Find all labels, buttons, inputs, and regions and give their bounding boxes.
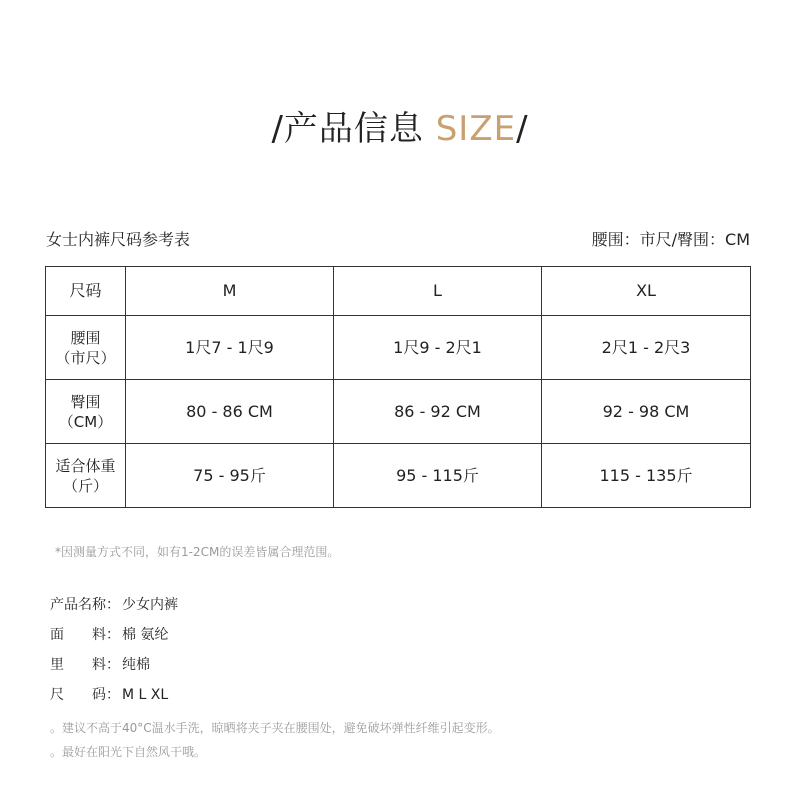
page-title bbox=[0, 106, 800, 152]
row-header-line2: （斤） bbox=[62, 476, 108, 495]
row-header-line2: （市尺） bbox=[55, 348, 116, 367]
info-label: 产品名称： bbox=[50, 597, 120, 613]
table-cell: 86 - 92 CM bbox=[334, 380, 542, 444]
table-cell: 2尺1 - 2尺3 bbox=[542, 316, 751, 380]
unit-caption: 腰围：市尺/臀围：CM bbox=[591, 230, 750, 249]
table-cell: 95 - 115斤 bbox=[334, 444, 542, 508]
info-value: 少女内裤 bbox=[122, 597, 178, 613]
info-value: 棉 氨纶 bbox=[122, 627, 169, 643]
table-row bbox=[46, 444, 751, 508]
product-info-row bbox=[50, 625, 168, 645]
info-value: M L XL bbox=[122, 687, 169, 703]
measurement-note: *因测量方式不同，如有1-2CM的误差皆属合理范围。 bbox=[55, 545, 340, 559]
table-cell: 115 - 135斤 bbox=[542, 444, 751, 508]
row-header-line1: 适合体重 bbox=[55, 456, 116, 475]
size-table bbox=[45, 266, 751, 508]
info-label: 里 料： bbox=[50, 657, 120, 673]
care-note: 。最好在阳光下自然风干哦。 bbox=[50, 745, 207, 759]
table-cell: 1尺7 - 1尺9 bbox=[126, 316, 334, 380]
page-title-end: / bbox=[516, 109, 529, 149]
table-cell: 1尺9 - 2尺1 bbox=[334, 316, 542, 380]
page-title-accent: SIZE bbox=[435, 109, 517, 149]
row-header bbox=[46, 316, 126, 380]
info-label: 尺 码： bbox=[50, 687, 120, 703]
table-cell: 80 - 86 CM bbox=[126, 380, 334, 444]
table-cell: 75 - 95斤 bbox=[126, 444, 334, 508]
info-value: 纯棉 bbox=[122, 657, 150, 673]
column-header: L bbox=[334, 267, 542, 316]
column-header: M bbox=[126, 267, 334, 316]
product-info-row bbox=[50, 685, 168, 705]
product-info-row bbox=[50, 655, 150, 675]
column-header: 尺码 bbox=[46, 267, 126, 316]
page-title-main: /产品信息 bbox=[271, 109, 436, 149]
info-label: 面 料： bbox=[50, 627, 120, 643]
row-header-line2: （CM） bbox=[58, 412, 113, 431]
row-header bbox=[46, 444, 126, 508]
column-header: XL bbox=[542, 267, 751, 316]
table-caption: 女士内裤尺码参考表 bbox=[46, 230, 191, 249]
table-row bbox=[46, 380, 751, 444]
table-header-row bbox=[46, 267, 751, 316]
table-row bbox=[46, 316, 751, 380]
product-info-row bbox=[50, 595, 178, 615]
table-cell: 92 - 98 CM bbox=[542, 380, 751, 444]
row-header bbox=[46, 380, 126, 444]
row-header-line1: 臀围 bbox=[70, 392, 101, 411]
care-note: 。建议不高于40°C温水手洗，晾晒将夹子夹在腰围处，避免破坏弹性纤维引起变形。 bbox=[50, 721, 500, 735]
row-header-line1: 腰围 bbox=[70, 328, 101, 347]
